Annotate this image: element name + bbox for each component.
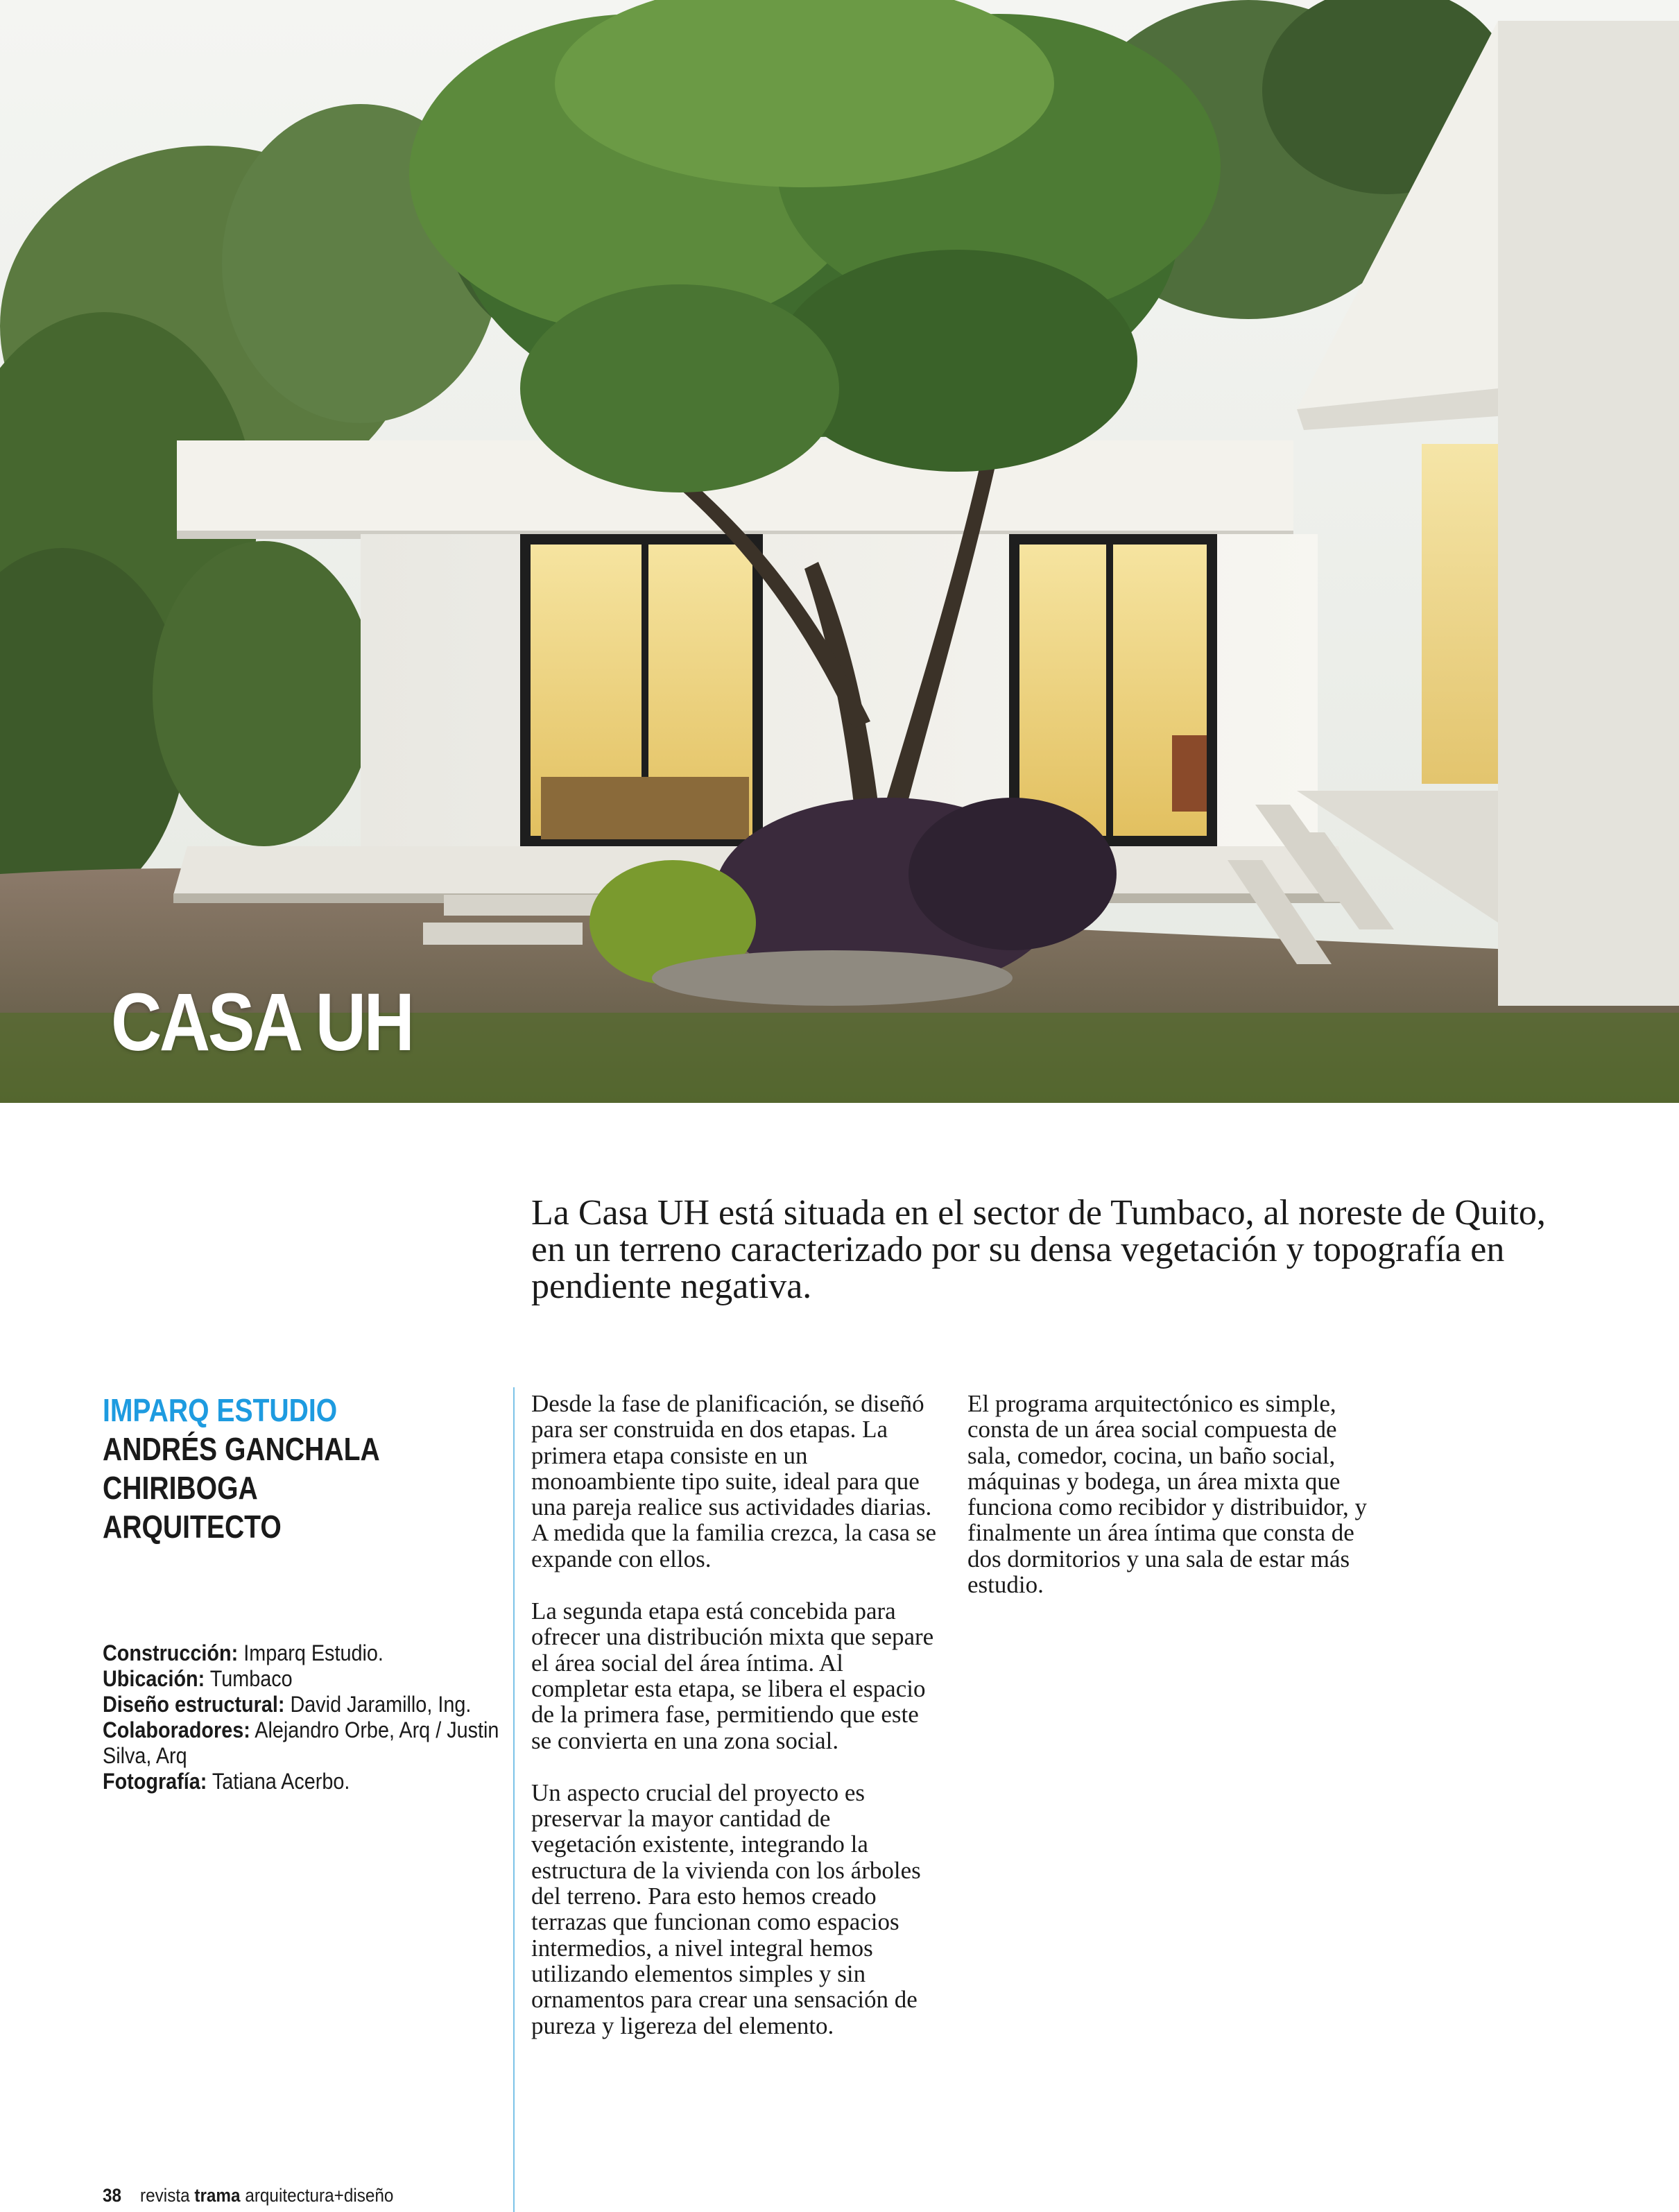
architect-line: ARQUITECTO: [103, 1509, 282, 1545]
architect-line: ANDRÉS GANCHALA: [103, 1431, 380, 1467]
fact-location: Ubicación: Tumbaco: [103, 1666, 293, 1691]
fact-collaborators: Colaboradores: Alejandro Orbe, Arq / Justin Silva, Arq: [103, 1717, 499, 1768]
hero-photo: [0, 0, 1679, 1103]
architect-line: CHIRIBOGA: [103, 1470, 258, 1506]
body-paragraph: La segunda etapa está concebida para ofrecer una distribución mixta que separe el área social del área íntima. Al completar esta etapa, se libera el espacio de la primera fase, permitiendo que este se convierta en una zona social.: [531, 1597, 934, 1754]
credits-block: [103, 1391, 491, 1546]
footer-prefix: revista: [140, 2185, 195, 2206]
intro-paragraph: La Casa UH está situada en el sector de Tumbaco, al noreste de Quito, en un terreno caracterizado por su densa vegetación y topografía en pendiente negativa.: [531, 1193, 1546, 1306]
fact-structural-design: Diseño estructural: David Jaramillo, Ing.: [103, 1692, 472, 1717]
hero-title: CASA UH: [111, 977, 413, 1068]
body-paragraph: Un aspecto crucial del proyecto es preservar la mayor cantidad de vegetación existente, integrando la estructura de la vivienda con los árboles del terreno. Para esto hemos creado terrazas que funcionan como espacios intermedios, a nivel integral hemos utilizando elementos simples y sin ornamentos para crear una sensación de pureza y ligereza del elemento.: [531, 1778, 921, 2039]
body-paragraph: El programa arquitectónico es simple, consta de un área social compuesta de sala, comedor, cocina, un baño social, máquinas y bodega, un área mixta que funciona como recibidor y distribuidor, y finalmente un área íntima que consta de dos dormitorios y una sala de estar más estudio.: [967, 1390, 1367, 1599]
page-number: 38: [103, 2185, 122, 2206]
page-footer: [103, 2185, 393, 2206]
body-column-1: [531, 1391, 937, 2065]
fact-photography: Fotografía: Tatiana Acerbo.: [103, 1769, 350, 1794]
studio-name: IMPARQ ESTUDIO: [103, 1392, 338, 1428]
footer-suffix: arquitectura+diseño: [240, 2185, 394, 2206]
house-photo-illustration: [0, 0, 1679, 1103]
architect-name: [103, 1430, 480, 1546]
project-facts: [103, 1640, 519, 1794]
fact-construction: Construcción: Imparq Estudio.: [103, 1640, 384, 1665]
column-divider: [513, 1387, 515, 2212]
body-column-2: [967, 1391, 1373, 1624]
body-paragraph: Desde la fase de planificación, se diseñó para ser construida en dos etapas. La primera etapa consiste en un monoambiente tipo suite, ideal para que una pareja realice sus actividades diarias. A medida que la familia crezca, la casa se expande con ellos.: [531, 1390, 936, 1572]
magazine-brand: trama: [194, 2185, 241, 2206]
